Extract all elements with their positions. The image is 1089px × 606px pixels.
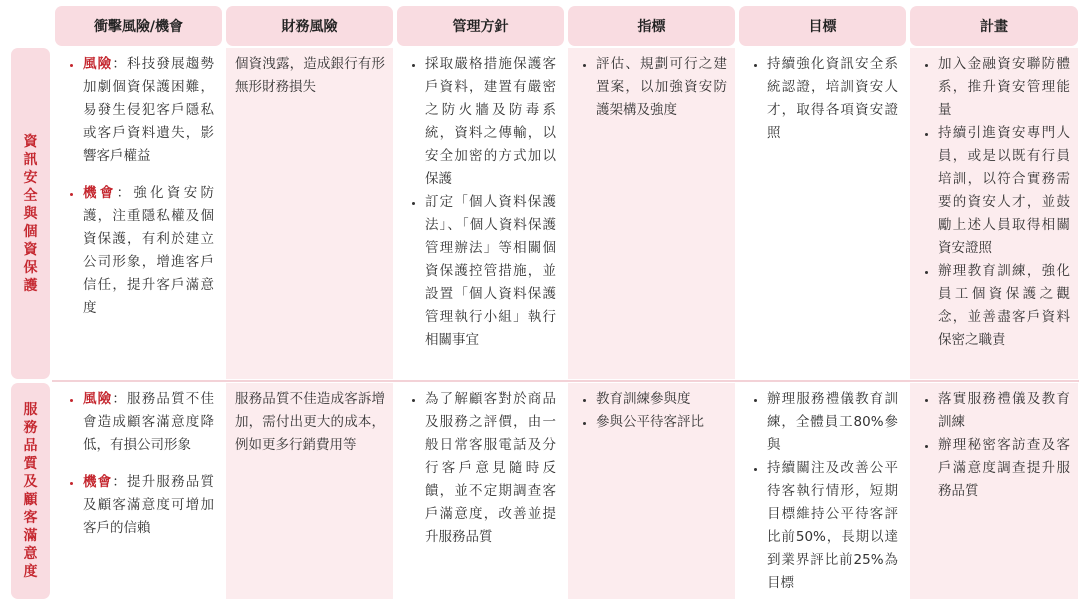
row2-target-cell (739, 383, 906, 599)
row1-policy-cell (397, 48, 564, 379)
row1-target-cell (739, 48, 906, 379)
risk-item: • 風險：服務品質不佳會造成顧客滿意度降低，有損公司形象 (83, 388, 214, 457)
plan-item: • 持續引進資安專門人員，或是以既有行員培訓，以符合實務需要的資安人才，並鼓勵上述人員取得相關資安證照 (938, 122, 1070, 260)
indicator-item: • 教育訓練參與度 (596, 388, 727, 411)
indicator-item: • 參與公平待客評比 (596, 411, 727, 434)
row1-indicator-cell (568, 48, 735, 379)
row1-plan-cell (910, 48, 1078, 379)
header-financial-risk: 財務風險 (226, 6, 393, 46)
plan-item: • 辦理教育訓練，強化員工個資保護之觀念，並善盡客戶資料保密之職責 (938, 260, 1070, 352)
header-indicator: 指標 (568, 6, 735, 46)
row-label-info-security: 資訊安全與個資保護 (11, 48, 50, 379)
header-plan: 計畫 (910, 6, 1078, 46)
row2-indicator-cell (568, 383, 735, 599)
policy-item: • 採取嚴格措施保護客戶資料，建置有嚴密之防火牆及防毒系統，資料之傳輸，以安全加密的方式加以保護 (425, 53, 556, 191)
header-management-policy: 管理方針 (397, 6, 564, 46)
target-item: • 持續強化資訊安全系統認證，培訓資安人才，取得各項資安證照 (767, 53, 898, 145)
header-impact-risk: 衝擊風險/機會 (55, 6, 222, 46)
row2-financial-cell: 服務品質不佳造成客訴增加，需付出更大的成本，例如更多行銷費用等 (226, 383, 393, 599)
target-item: • 辦理服務禮儀教育訓練，全體員工80%參與 (767, 388, 898, 457)
plan-item: • 辦理秘密客訪查及客戶滿意度調查提升服務品質 (938, 434, 1070, 503)
row-label-service-quality: 服務品質及顧客滿意度 (11, 383, 50, 599)
plan-item: • 落實服務禮儀及教育訓練 (938, 388, 1070, 434)
opportunity-item: • 機會：提升服務品質及顧客滿意度可增加客戶的信賴 (83, 471, 214, 540)
row1-financial-cell: 個資洩露，造成銀行有形無形財務損失 (226, 48, 393, 379)
row2-plan-cell (910, 383, 1078, 599)
plan-item: • 加入金融資安聯防體系，推升資安管理能量 (938, 53, 1070, 122)
policy-item: • 為了解顧客對於商品及服務之評價，由一般日常客服電話及分行客戶意見隨時反饋，並不定期調查客戶滿意度，改善並提升服務品質 (425, 388, 556, 549)
risk-item: • 風險：科技發展趨勢加劇個資保護困難，易發生侵犯客戶隱私或客戶資料遺失，影響客戶權益 (83, 53, 214, 168)
row1-impact-cell (55, 48, 222, 379)
row-divider (52, 380, 1079, 382)
header-target: 目標 (739, 6, 906, 46)
row2-policy-cell (397, 383, 564, 599)
target-item: • 持續關注及改善公平待客執行情形，短期目標維持公平待客評比前50%，長期以達到業界評比前25%為目標 (767, 457, 898, 595)
row2-impact-cell (55, 383, 222, 599)
indicator-item: • 評估、規劃可行之建置案，以加強資安防護架構及強度 (596, 53, 727, 122)
opportunity-item: • 機會：強化資安防護，注重隱私權及個資保護，有利於建立公司形象，增進客戶信任，提升客戶滿意度 (83, 182, 214, 320)
policy-item: • 訂定「個人資料保護法」、「個人資料保護管理辦法」等相關個資保護控管措施，並設置「個人資料保護管理執行小組」執行相關事宜 (425, 191, 556, 352)
